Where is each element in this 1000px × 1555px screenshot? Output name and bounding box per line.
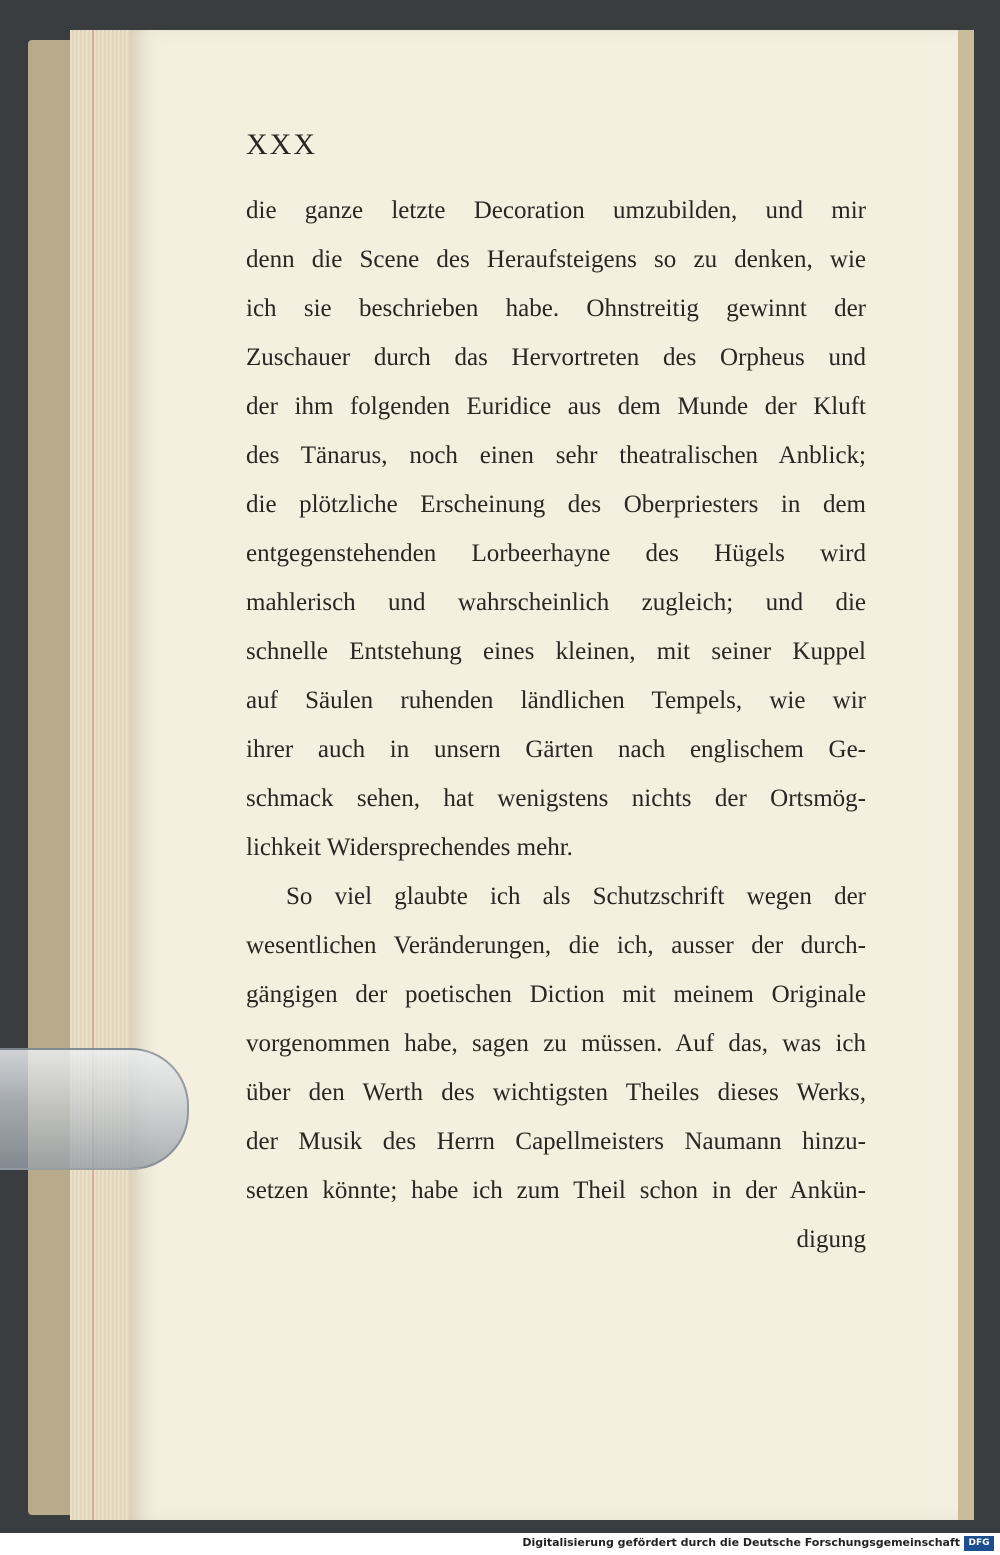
text-line: die plötzliche Erscheinung des Oberpriesters in dem xyxy=(246,491,866,518)
right-page-edge xyxy=(958,30,974,1520)
dfg-logo-icon: DFG xyxy=(964,1536,994,1551)
page-holder-clip xyxy=(0,1048,189,1170)
text-line: gängigen der poetischen Diction mit meinem Originale xyxy=(246,981,866,1008)
footer-bar xyxy=(0,1533,1000,1555)
text-line: entgegenstehenden Lorbeerhayne des Hügels wird xyxy=(246,540,866,567)
text-line: schnelle Entstehung eines kleinen, mit seiner Kuppel xyxy=(246,638,866,665)
text-line: ihrer auch in unsern Gärten nach englischem Ge- xyxy=(246,736,866,763)
text-line: setzen könnte; habe ich zum Theil schon in der Ankün- xyxy=(246,1177,866,1204)
catchword: digung xyxy=(796,1226,866,1253)
text-line: lichkeit Widersprechendes mehr. xyxy=(246,834,573,861)
text-line: der ihm folgenden Euridice aus dem Munde der Kluft xyxy=(246,393,866,420)
text-line: des Tänarus, noch einen sehr theatralischen Anblick; xyxy=(246,442,866,469)
book-cover-edge xyxy=(28,40,76,1515)
text-line: schmack sehen, hat wenigstens nichts der Ortsmög- xyxy=(246,785,866,812)
text-line: So viel glaubte ich als Schutzschrift wegen der xyxy=(286,883,866,910)
text-line: wesentlichen Veränderungen, die ich, ausser der durch- xyxy=(246,932,866,959)
text-line: der Musik des Herrn Capellmeisters Naumann hinzu- xyxy=(246,1128,866,1155)
text-line: mahlerisch und wahrscheinlich zugleich; und die xyxy=(246,589,866,616)
text-line: vorgenommen habe, sagen zu müssen. Auf das, was ich xyxy=(246,1030,866,1057)
text-line: Zuschauer durch das Hervortreten des Orpheus und xyxy=(246,344,866,371)
text-line: ich sie beschrieben habe. Ohnstreitig gewinnt der xyxy=(246,295,866,322)
text-line: auf Säulen ruhenden ländlichen Tempels, wie wir xyxy=(246,687,866,714)
text-line: über den Werth des wichtigsten Theiles dieses Werks, xyxy=(246,1079,866,1106)
footer-credit: Digitalisierung gefördert durch die Deutsche Forschungsgemeinschaft xyxy=(522,1536,960,1549)
text-line: die ganze letzte Decoration umzubilden, und mir xyxy=(246,197,866,224)
page-number-header: XXX xyxy=(246,128,317,161)
text-line: denn die Scene des Heraufsteigens so zu denken, wie xyxy=(246,246,866,273)
